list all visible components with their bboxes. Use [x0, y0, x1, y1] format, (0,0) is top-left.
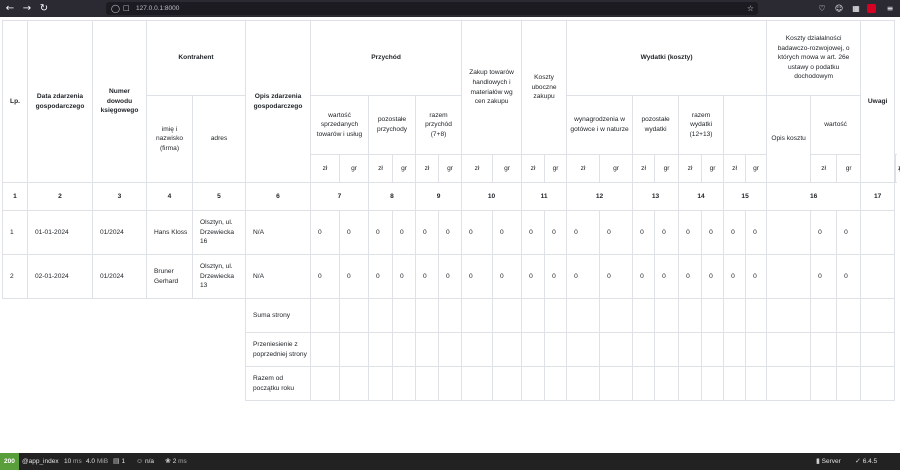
- cell-amount: 0: [462, 211, 493, 255]
- summary-spacer: [3, 299, 246, 333]
- summary-label: Razem od początku roku: [246, 367, 311, 401]
- header-wages: wynagrodzenia w gotówce i w naturze: [567, 96, 633, 155]
- cell-rd-description: [767, 211, 811, 255]
- cell-rd-zl: 0: [811, 211, 837, 255]
- header-zl: [811, 155, 837, 183]
- url-text[interactable]: 127.0.0.1:8000: [136, 5, 180, 12]
- cell-amount: 0: [493, 255, 522, 299]
- header-gr: gr: [439, 155, 462, 183]
- account-icon[interactable]: ☺: [834, 4, 844, 13]
- cell-name: Bruner Gerhard: [147, 255, 193, 299]
- header-gr: [837, 155, 861, 183]
- cell-lp: 2: [3, 255, 28, 299]
- server-label: Server: [821, 458, 841, 465]
- cell-amount: 0: [702, 211, 724, 255]
- header-zl: zł: [311, 155, 340, 183]
- header-contractor: Kontrahent: [147, 21, 246, 96]
- summary-label: Suma strony: [246, 299, 311, 333]
- server-icon: ▮: [816, 458, 820, 465]
- address-bar[interactable]: [106, 2, 758, 15]
- cell-amount: 0: [522, 255, 545, 299]
- header-side-costs: Koszty uboczne zakupu: [522, 21, 567, 155]
- header-gr: gr: [545, 155, 567, 183]
- column-number: 2: [28, 183, 93, 211]
- header-empty-15: [724, 96, 767, 155]
- column-number: 6: [246, 183, 311, 211]
- header-sales: wartość sprzedanych towarów i usług: [311, 96, 369, 155]
- request-time-unit: ms: [73, 458, 82, 465]
- column-number: 11: [522, 183, 567, 211]
- column-number: 4: [147, 183, 193, 211]
- request-time[interactable]: [64, 453, 82, 470]
- cell-amount: 0: [746, 211, 767, 255]
- header-total-expenses: razem wydatki (12+13): [679, 96, 724, 155]
- cell-rd-gr: 0: [837, 255, 861, 299]
- arrow-right-icon[interactable]: →: [22, 3, 32, 14]
- header-gr: gr: [493, 155, 522, 183]
- cell-document-number: 01/2024: [93, 255, 147, 299]
- header-cost-description: Opis kosztu: [767, 96, 811, 183]
- cell-amount: 0: [439, 211, 462, 255]
- column-number: 13: [633, 183, 679, 211]
- shield-icon[interactable]: ◯: [111, 4, 120, 13]
- form-icon: ▤: [113, 458, 120, 465]
- memory-usage[interactable]: [86, 453, 108, 470]
- cell-amount: 0: [369, 255, 393, 299]
- forms-count: 1: [121, 458, 126, 465]
- column-number: 3: [93, 183, 147, 211]
- symfony-logo-icon: ✓: [855, 458, 861, 465]
- cell-amount: 0: [462, 255, 493, 299]
- cell-address: Olsztyn, ul. Drzewiecka 13: [193, 255, 246, 299]
- cell-amount: 0: [493, 211, 522, 255]
- column-number: 7: [311, 183, 369, 211]
- header-zl: zł: [724, 155, 746, 183]
- cell-amount: 0: [340, 211, 369, 255]
- cell-rd-gr: 0: [837, 211, 861, 255]
- ublock-extension-icon[interactable]: [867, 4, 876, 13]
- reload-icon[interactable]: ↻: [39, 3, 49, 14]
- request-time-value: 10: [64, 458, 72, 465]
- cell-amount: 0: [416, 255, 439, 299]
- cell-amount: 0: [311, 211, 340, 255]
- cell-amount: 0: [545, 211, 567, 255]
- cell-amount: 0: [679, 255, 702, 299]
- browser-toolbar: [0, 0, 900, 17]
- cell-amount: 0: [633, 255, 655, 299]
- header-zl: zł: [567, 155, 600, 183]
- column-number: 10: [462, 183, 522, 211]
- twig-icon: ❀: [165, 458, 171, 465]
- header-description: Opis zdarzenia gospodarczego: [246, 21, 311, 183]
- user-panel[interactable]: [136, 453, 154, 470]
- cell-amount: 0: [655, 255, 679, 299]
- server-panel[interactable]: [816, 453, 841, 470]
- cell-date: 01-01-2024: [28, 211, 93, 255]
- cell-date: 02-01-2024: [28, 255, 93, 299]
- header-name: imię i nazwisko (firma): [147, 96, 193, 183]
- header-total-income: razem przychód (7+8): [416, 96, 462, 155]
- route-name[interactable]: @app_index: [22, 458, 59, 465]
- cell-amount: 0: [655, 211, 679, 255]
- header-document-number: Numer dowodu księgowego: [93, 21, 147, 183]
- cell-amount: 0: [545, 255, 567, 299]
- column-number: 9: [416, 183, 462, 211]
- cell-amount: 0: [679, 211, 702, 255]
- header-gr: gr: [600, 155, 633, 183]
- cell-rd-description: [767, 255, 811, 299]
- column-number: 16: [767, 183, 861, 211]
- header-zl: zł: [416, 155, 439, 183]
- memory-value: 4.0: [86, 458, 96, 465]
- header-date: Data zdarzenia gospodarczego: [28, 21, 93, 183]
- cell-description: N/A: [246, 211, 311, 255]
- user-value: n/a: [144, 458, 155, 465]
- header-zl: zł: [679, 155, 702, 183]
- cell-amount: 0: [702, 255, 724, 299]
- header-gr: gr: [393, 155, 416, 183]
- column-number: 1: [3, 183, 28, 211]
- cell-lp: 1: [3, 211, 28, 255]
- cell-amount: 0: [369, 211, 393, 255]
- cell-document-number: 01/2024: [93, 211, 147, 255]
- twig-unit: ms: [178, 458, 187, 465]
- cell-amount: 0: [340, 255, 369, 299]
- summary-row: [3, 299, 896, 333]
- symfony-version: 6.4.5: [862, 458, 878, 465]
- symfony-version-panel[interactable]: [855, 453, 877, 470]
- cell-amount: 0: [724, 255, 746, 299]
- header-zl: zł: [522, 155, 545, 183]
- summary-row: [3, 367, 896, 401]
- header-gr: gr: [702, 155, 724, 183]
- cell-amount: 0: [439, 255, 462, 299]
- column-number: 14: [679, 183, 724, 211]
- cell-amount: 0: [393, 211, 416, 255]
- header-gr: gr: [746, 155, 767, 183]
- header-gr: gr: [655, 155, 679, 183]
- memory-unit: MiB: [96, 458, 109, 465]
- column-number: 5: [193, 183, 246, 211]
- extensions-icon[interactable]: ▦: [852, 4, 860, 13]
- header-zl: zł: [369, 155, 393, 183]
- cell-amount: 0: [724, 211, 746, 255]
- twig-value: 2: [172, 458, 177, 465]
- header-income: Przychód: [311, 21, 462, 96]
- header-value: wartość: [811, 96, 861, 155]
- status-code-badge[interactable]: 200: [0, 453, 19, 470]
- header-address: adres: [193, 96, 246, 183]
- user-icon: ☺: [136, 458, 144, 465]
- cell-amount: 0: [746, 255, 767, 299]
- cell-rd-zl: 0: [811, 255, 837, 299]
- column-number: 15: [724, 183, 767, 211]
- cell-amount: 0: [567, 211, 600, 255]
- header-zl: zł: [633, 155, 655, 183]
- cell-amount: 0: [633, 211, 655, 255]
- arrow-left-icon[interactable]: ←: [5, 3, 15, 14]
- cell-amount: 0: [600, 255, 633, 299]
- cell-address: Olsztyn, ul. Drzewiecka 16: [193, 211, 246, 255]
- bookmark-star-icon[interactable]: ☆: [746, 4, 754, 13]
- summary-label: Przeniesienie z poprzedniej strony: [246, 333, 311, 367]
- column-number: 12: [567, 183, 633, 211]
- cell-amount: 0: [311, 255, 340, 299]
- debug-toolbar: [0, 453, 900, 470]
- header-gr: gr: [340, 155, 369, 183]
- summary-row: [3, 333, 896, 367]
- header-zl: zł: [462, 155, 493, 183]
- header-rd-costs: Koszty działalności badawczo-rozwojowej, o których mowa w art. 26e ustawy o podatku dochodowym: [767, 21, 861, 96]
- header-other-income: pozostałe przychody: [369, 96, 416, 155]
- summary-spacer: [3, 367, 246, 401]
- header-lp: Lp.: [3, 21, 28, 183]
- cell-notes: [861, 255, 895, 299]
- table-row: [3, 211, 896, 255]
- page-icon: □: [123, 4, 130, 12]
- cell-amount: 0: [416, 211, 439, 255]
- cell-amount: 0: [567, 255, 600, 299]
- cell-name: Hans Kloss: [147, 211, 193, 255]
- cell-amount: 0: [393, 255, 416, 299]
- header-other-expenses: pozostałe wydatki: [633, 96, 679, 155]
- cell-amount: 0: [522, 211, 545, 255]
- cell-notes: [861, 211, 895, 255]
- column-number: 17: [861, 183, 895, 211]
- header-purchase: Zakup towarów handlowych i materiałów wg cen zakupu: [462, 21, 522, 155]
- forms-panel[interactable]: [113, 453, 125, 470]
- pocket-icon[interactable]: ♡: [818, 4, 826, 13]
- cell-amount: 0: [600, 211, 633, 255]
- revenue-expense-ledger-table: [2, 20, 896, 401]
- header-notes: Uwagi: [861, 21, 895, 183]
- header-expenses: Wydatki (koszty): [567, 21, 767, 96]
- column-number: 8: [369, 183, 416, 211]
- summary-spacer: [3, 333, 246, 367]
- table-row: [3, 255, 896, 299]
- twig-panel[interactable]: [165, 453, 187, 470]
- menu-icon[interactable]: ≡: [886, 4, 894, 13]
- cell-description: N/A: [246, 255, 311, 299]
